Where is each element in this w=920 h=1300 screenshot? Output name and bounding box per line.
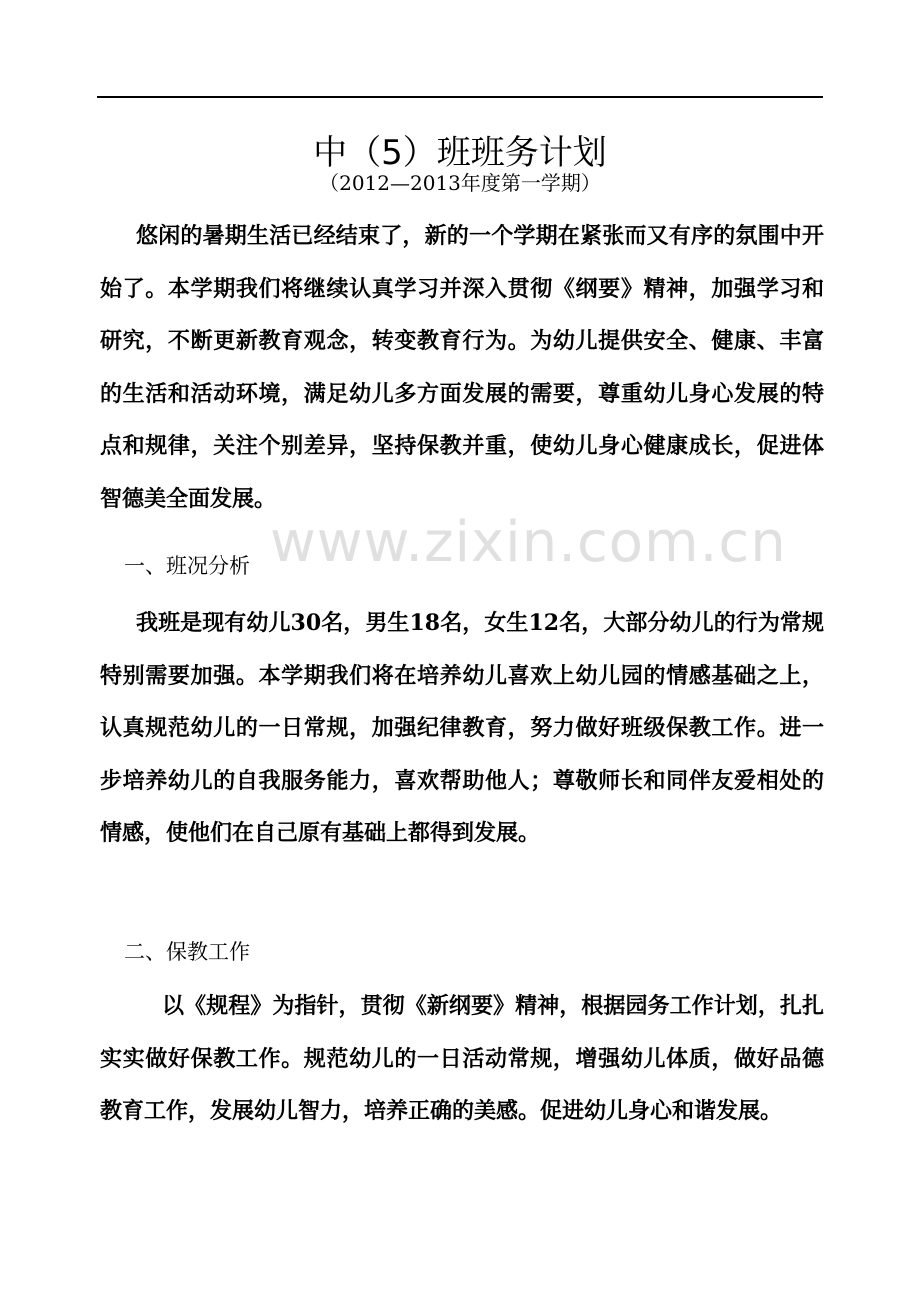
section-body-care-work: 以《规程》为指针，贯彻《新纲要》精神，根据园务工作计划，扎扎实实做好保教工作。规范幼儿的一日活动常规，增强幼儿体质，做好品德教育工作，发展幼儿智力，培养正确的美感。促进幼儿身心和谐发展。: [100, 993, 824, 1124]
section-heading-care-work: 二、保教工作: [124, 940, 250, 964]
header-rule: [97, 96, 823, 98]
intro-paragraph: 悠闲的暑期生活已经结束了，新的一个学期在紧张而又有序的氛围中开始了。本学期我们将继续认真学习并深入贯彻《纲要》精神，加强学习和研究，不断更新教育观念，转变教育行为。为幼儿提供安全、健康、丰富的生活和活动环境，满足幼儿多方面发展的需要，尊重幼儿身心发展的特点和规律，关注个别差异，坚持保教并重，使幼儿身心健康成长，促进体智德美全面发展。: [100, 223, 824, 512]
section-heading-class-analysis: 一、班况分析: [124, 554, 250, 578]
document-subtitle: （2012—2013年度第一学期）: [319, 171, 601, 195]
watermark: www.zixin.com.cn: [270, 510, 787, 575]
section-body-class-analysis: 我班是现有幼儿30名，男生18名，女生12名，大部分幼儿的行为常规特别需要加强。本学期我们将在培养幼儿喜欢上幼儿园的情感基础之上，认真规范幼儿的一日常规，加强纪律教育，努力做好班级保教工作。进一步培养幼儿的自我服务能力，喜欢帮助他人；尊敬师长和同伴友爱相处的情感，使他们在自己原有基础上都得到发展。: [100, 610, 824, 846]
document-title: 中（5）班班务计划: [313, 132, 607, 173]
